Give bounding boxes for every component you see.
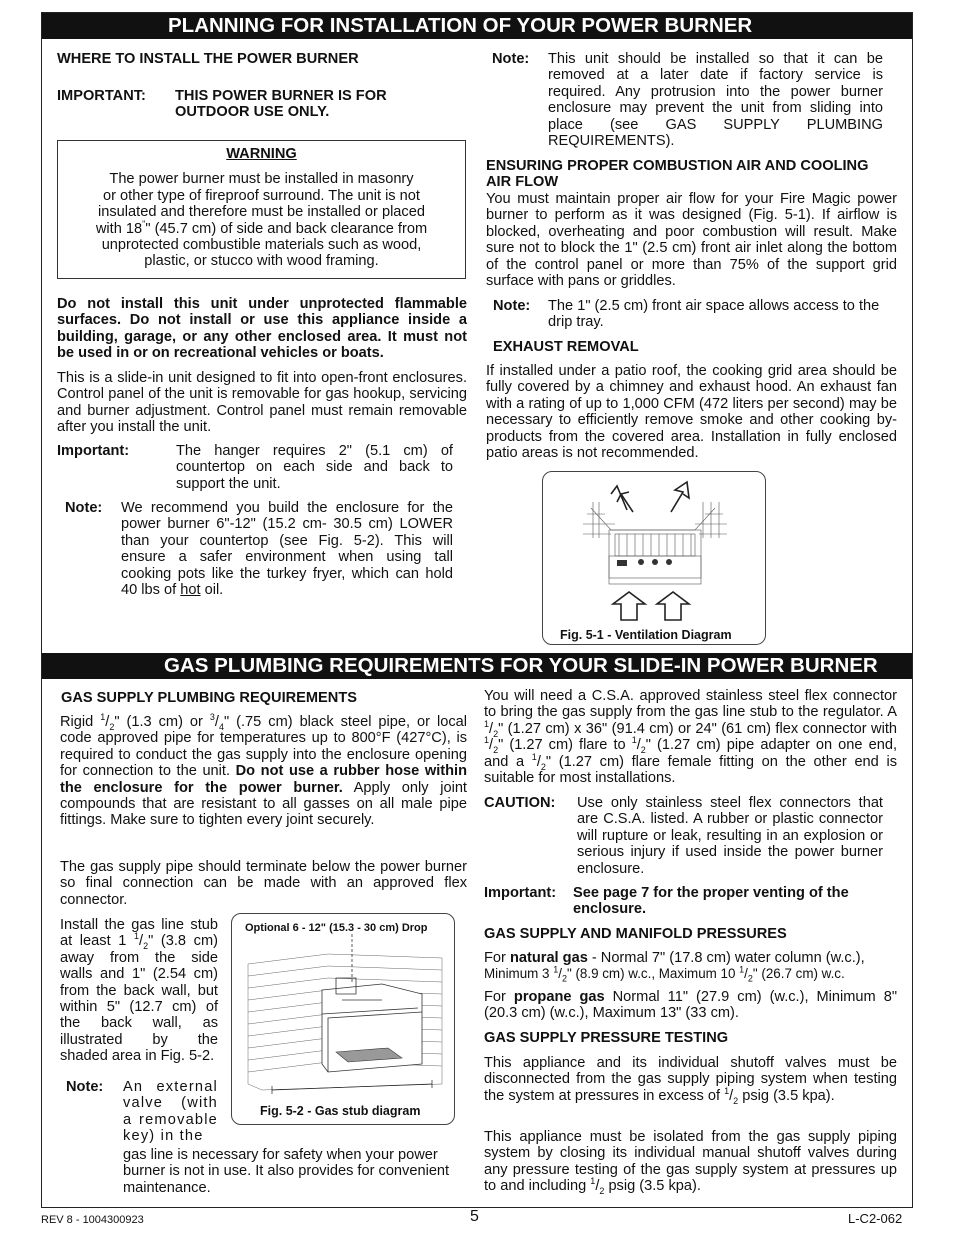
fig-5-2-caption: Fig. 5-2 - Gas stub diagram [260,1104,421,1118]
warning-line: plastic, or stucco with wood framing. [144,253,379,270]
warning-line: insulated and therefore must be installed or placed [98,204,425,221]
flex-connector-paragraph: You will need a C.S.A. approved stainless steel flex connector to bring the gas supply from the gas line stub to the regulator. A $^1/_2$" (1.27 cm) x 36" (91.4 cm) or 24" (61 cm) flex connector with $^1/_2$" (1.27 cm) flare to $^1/_2$" (1.27 cm) pipe adapter on one end, and a $^1/_2$" (1.27 cm) flare female fitting on the other end is suitable for most installations. [484,688,897,787]
caution-text: Use only stainless steel flex connectors that are C.S.A. listed. A rubber or plastic connector will rupture or leak, resulting in an explosion or serious injury if used inside the power burner enclosure. [577,795,883,877]
warning-line: The power burner must be installed in masonry [109,171,414,188]
manifold-title: GAS SUPPLY AND MANIFOLD PRESSURES [484,926,787,942]
natural-gas-paragraph: For natural gas - Normal 7" (17.8 cm) water column (w.c.), Minimum 3 $^1/_2$" (8.9 cm) w.c., Maximum 10 $^1/_2$" (26.7 cm) w.c. [484,950,865,985]
air-space-note [493,298,883,331]
note-label: Note: [492,51,530,67]
propane-paragraph: For propane gas Normal 11" (27.9 cm) (w.c.), Minimum 8" (20.3 cm) (w.c.), Maximum 13" (33 cm). [484,989,898,1022]
section-banner-gas-plumbing: GAS PLUMBING REQUIREMENTS FOR YOUR SLIDE-IN POWER BURNER [42,653,912,679]
gas-stub-figure [231,913,455,1125]
section-banner-planning: PLANNING FOR INSTALLATION OF YOUR POWER BURNER [42,13,912,39]
venting-text: See page 7 for the proper venting of the enclosure. [573,885,849,918]
important-label: IMPORTANT: [57,88,146,104]
warning-line: with 18"" (45.7 cm) of side and back clearance from [95,218,428,237]
warning-line: or other type of fireproof surround. The unit is not [103,187,420,204]
where-to-install-title: WHERE TO INSTALL THE POWER BURNER [57,51,359,67]
fig-5-1-caption: Fig. 5-1 - Ventilation Diagram [560,628,732,642]
important-outdoor [57,88,467,121]
exhaust-title: EXHAUST REMOVAL [493,339,639,355]
caution-label: CAUTION: [484,795,556,811]
hanger-label: Important: [57,443,130,459]
caution-block [484,795,883,877]
hanger-important [57,443,453,492]
note-label: Note: [66,1079,104,1095]
pressure-testing-title: GAS SUPPLY PRESSURE TESTING [484,1030,729,1046]
gas-stub-diagram [232,914,456,1126]
removal-note [492,51,883,149]
warning-line: unprotected combustible materials such as wood, [101,237,422,254]
page-number: 5 [470,1208,479,1225]
removal-note-text: This unit should be installed so that it can be removed at a later date if factory service is required. Any protrusion into the power burner enclosure may prevent the unit from sliding into place (see GAS SUPPLY PLUMBING REQUIREMENTS). [548,51,883,150]
terminate-paragraph: The gas supply pipe should terminate below the power burner so final connection can be made with an approved flex connector. [60,859,467,908]
external-valve-note-start: An external valve (with a removable key) in the [123,1079,218,1145]
footer-revision: REV 8 - 1004300923 [41,1214,144,1226]
external-valve-note [66,1079,218,1145]
air-space-note-text: The 1" (2.5 cm) front air space allows access to the drip tray. [548,298,880,331]
hanger-text: The hanger requires 2" (5.1 cm) of countertop on each side and back to support the unit. [176,443,453,492]
fig-5-2-top-label: Optional 6 - 12" (15.3 - 30 cm) Drop [245,922,428,934]
enclosure-note-text: We recommend you build the enclosure for the power burner 6"-12" (15.2 cm- 30.5 cm) LOWER than your countertop (see Fig. 5-2). This will ensure a safer environment when using tall cooking pots like the turkey fryer, which can hold 40 lbs of hot oil. [121,500,453,599]
slide-in-paragraph: This is a slide-in unit designed to fit into open-front enclosures. Control panel of the unit is removable for gas hookup, servicing and burner adjustment. Control panel must remain removable after you install the unit. [57,370,467,436]
warning-title: WARNING [226,146,297,162]
note-label: Note: [493,298,531,314]
venting-label: Important: [484,885,557,901]
isolation-paragraph: This appliance must be isolated from the gas supply piping system by closing its individual manual shutoff valves during any pressure testing of the gas supply system at pressures up to and including $^1/_2$ psig (3.5 kpa). [484,1129,897,1197]
airflow-title: ENSURING PROPER COMBUSTION AIR AND COOLING AIR FLOW [486,158,869,191]
gas-supply-req-title: GAS SUPPLY PLUMBING REQUIREMENTS [61,690,357,706]
airflow-paragraph: You must maintain proper air flow for your Fire Magic power burner to perform as it was designed (Fig. 5-1). If airflow is blocked, overheating and poor combustion will result. Make sure not to block the 1" (2.5 cm) front air inlet along the bottom of the control panel or more than 75% of the support grid surface with pans or griddles. [486,191,897,290]
ventilation-figure [542,471,766,645]
venting-important [484,885,894,918]
warning-box [57,140,466,279]
footer-doc-code: L-C2-062 [848,1211,903,1226]
do-not-install-paragraph: Do not install this unit under unprotected flammable surfaces. Do not install or use this appliance inside a building, garage, or any other enclosed area. It must not be used in or on recreational vehicles or boats. [57,296,467,362]
external-valve-note-rest: gas line is necessary for safety when your power burner is not in use. It also provides for convenient maintenance. [123,1147,450,1196]
ventilation-diagram [543,472,767,646]
stub-paragraph: Install the gas line stub at least 1 $^1/_2$" (3.8 cm) away from the side walls and 1" (2.54 cm) from the back wall, but within 5" (12.7 cm) of the back wall, as illustrated by the shaded area in Fig. 5-2. [60,917,218,1065]
rigid-pipe-paragraph: Rigid $^1/_2$" (1.3 cm) or $^3/_4$" (.75 cm) black steel pipe, or local code approved pipe for temperatures up to 800°F (427°C), is required to conduct the gas supply into the enclosure opening for connection to the unit. Do not use a rubber hose within the enclosure for the power burner. Apply only joint compounds that are resistant to all gasses on all male pipe fittings. Make sure to tighten every joint securely. [60,712,468,829]
pressure-testing-paragraph: This appliance and its individual shutoff valves must be disconnected from the gas supply piping system when testing the system at pressures in excess of $^1/_2$ psig (3.5 kpa). [484,1055,897,1106]
exhaust-paragraph: If installed under a patio roof, the cooking grid area should be fully covered by a chimney and exhaust hood. An exhaust fan with a rating of up to 1,000 CFM (472 liters per second) may be necessary to efficiently remove smoke and other cooking by-products from the covered area. Installation in fully enclosed patio areas is not recommended. [486,363,897,462]
enclosure-note [65,500,453,598]
important-line-1: THIS POWER BURNER IS FOR [175,88,387,104]
note-label: Note: [65,500,103,516]
important-line-2: OUTDOOR USE ONLY. [175,104,330,121]
